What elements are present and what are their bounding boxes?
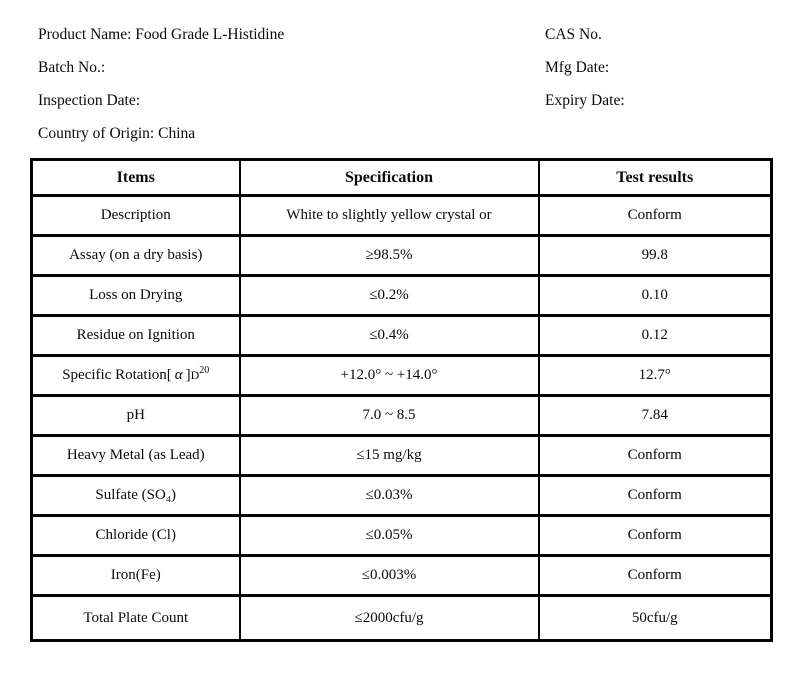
spec-cell: White to slightly yellow crystal or — [240, 196, 539, 236]
result-cell: 12.7° — [539, 356, 772, 396]
table-row — [32, 556, 772, 596]
table-row — [32, 236, 772, 276]
result-cell: 7.84 — [539, 396, 772, 436]
batch-no-label: Batch No.: — [38, 59, 106, 76]
result-cell: Conform — [539, 196, 772, 236]
cas-no-field — [545, 26, 770, 44]
result-cell: 99.8 — [539, 236, 772, 276]
spec-cell: 7.0 ~ 8.5 — [240, 396, 539, 436]
table-row — [32, 356, 772, 396]
result-cell: 0.12 — [539, 316, 772, 356]
mfg-date-label: Mfg Date: — [545, 59, 610, 76]
specific-rotation-prefix: Specific Rotation[ — [62, 367, 172, 383]
result-cell: Conform — [539, 476, 772, 516]
item-cell: pH — [32, 396, 240, 436]
spec-cell: ≥98.5% — [240, 236, 539, 276]
inspection-date-label: Inspection Date: — [38, 92, 141, 109]
spec-cell: ≤0.03% — [240, 476, 539, 516]
table-row — [32, 436, 772, 476]
header-row — [38, 26, 770, 59]
mfg-date-field — [545, 59, 770, 77]
product-name-value: Food Grade L-Histidine — [135, 26, 285, 43]
header-row — [38, 59, 770, 92]
item-cell — [32, 356, 240, 396]
column-header-specification: Specification — [240, 160, 539, 196]
item-cell: Sulfate (SO₄) — [32, 476, 240, 516]
expiry-date-field — [545, 92, 770, 110]
result-cell: Conform — [539, 436, 772, 476]
country-of-origin-field — [38, 125, 545, 143]
item-cell: Description — [32, 196, 240, 236]
item-cell: Total Plate Count — [32, 596, 240, 641]
specification-table — [30, 158, 773, 642]
result-cell: 0.10 — [539, 276, 772, 316]
table-row — [32, 596, 772, 641]
column-header-items: Items — [32, 160, 240, 196]
table-row — [32, 516, 772, 556]
inspection-date-field — [38, 92, 545, 110]
item-cell: Chloride (Cl) — [32, 516, 240, 556]
table-row — [32, 476, 772, 516]
spec-cell: ≤0.05% — [240, 516, 539, 556]
batch-no-field — [38, 59, 545, 77]
item-cell: Iron(Fe) — [32, 556, 240, 596]
spec-cell: ≤0.003% — [240, 556, 539, 596]
column-header-test-results: Test results — [539, 160, 772, 196]
product-name-field — [38, 26, 545, 44]
specific-rotation-bracket: ] — [185, 367, 191, 383]
table-row — [32, 276, 772, 316]
table-header-row — [32, 160, 772, 196]
spec-cell: +12.0° ~ +14.0° — [240, 356, 539, 396]
spec-cell: ≤2000cfu/g — [240, 596, 539, 641]
spec-cell: ≤15 mg/kg — [240, 436, 539, 476]
country-of-origin-value: China — [158, 125, 196, 142]
header-row — [38, 125, 770, 158]
spec-cell: ≤0.2% — [240, 276, 539, 316]
result-cell: Conform — [539, 556, 772, 596]
table-row — [32, 316, 772, 356]
spec-cell: ≤0.4% — [240, 316, 539, 356]
document-header — [0, 0, 800, 158]
expiry-date-label: Expiry Date: — [545, 92, 625, 109]
item-cell: Loss on Drying — [32, 276, 240, 316]
table-row — [32, 196, 772, 236]
result-cell: Conform — [539, 516, 772, 556]
item-cell: Residue on Ignition — [32, 316, 240, 356]
alpha-symbol: α — [174, 367, 183, 383]
cas-no-label: CAS No. — [545, 26, 602, 43]
product-name-label: Product Name: — [38, 26, 132, 43]
item-cell: Heavy Metal (as Lead) — [32, 436, 240, 476]
country-of-origin-label: Country of Origin: — [38, 125, 155, 142]
header-row — [38, 92, 770, 125]
table-row — [32, 396, 772, 436]
temperature-superscript: 20 — [199, 365, 210, 376]
sodium-d-line-symbol: D — [190, 368, 200, 382]
item-cell: Assay (on a dry basis) — [32, 236, 240, 276]
result-cell: 50cfu/g — [539, 596, 772, 641]
